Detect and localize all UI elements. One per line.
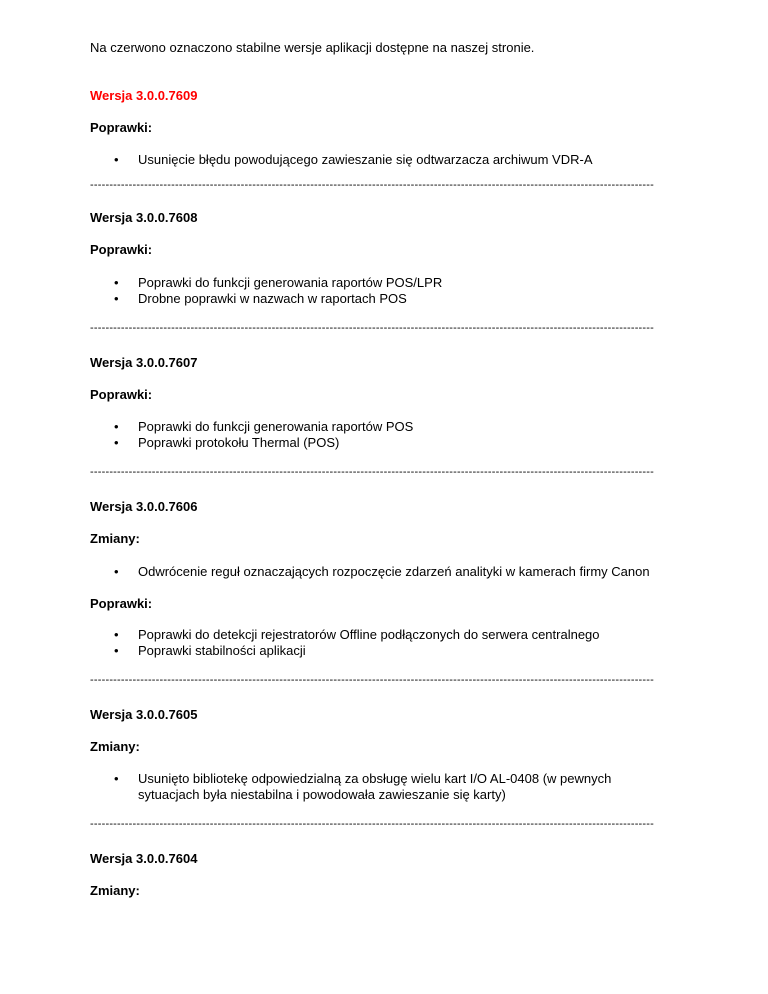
separator: -------------------------------------------------------------------------------------------------------------------------------------------------- — [90, 179, 655, 191]
section-title: Zmiany: — [90, 531, 140, 546]
version-heading: Wersja 3.0.0.7604 — [90, 851, 198, 866]
fix-list — [90, 275, 650, 307]
version-heading: Wersja 3.0.0.7609 — [90, 88, 198, 103]
version-entry-7609 — [90, 88, 672, 167]
list-item: • Poprawki protokołu Thermal (POS) — [90, 435, 650, 451]
section-title: Zmiany: — [90, 739, 140, 754]
section-title: Poprawki: — [90, 387, 153, 402]
list-item: • Drobne poprawki w nazwach w raportach POS — [90, 291, 650, 307]
version-heading: Wersja 3.0.0.7605 — [90, 707, 198, 722]
version-entry-7604 — [90, 851, 672, 898]
fix-list — [90, 419, 650, 451]
separator: -------------------------------------------------------------------------------------------------------------------------------------------------- — [90, 466, 655, 478]
list-item: • Poprawki do funkcji generowania raportów POS — [90, 419, 650, 435]
version-heading: Wersja 3.0.0.7608 — [90, 210, 198, 225]
section-title: Poprawki: — [90, 596, 153, 611]
intro-text: Na czerwono oznaczono stabilne wersje aplikacji dostępne na naszej stronie. — [90, 40, 535, 55]
separator: -------------------------------------------------------------------------------------------------------------------------------------------------- — [90, 322, 655, 334]
section-title: Zmiany: — [90, 883, 140, 898]
list-item: • Usunięto bibliotekę odpowiedzialną za obsługę wielu kart I/O AL-0408 (w pewnych sytuacjach była niestabilna i powodowała zawieszanie się karty) — [90, 771, 630, 803]
list-item: • Usunięcie błędu powodującego zawieszanie się odtwarzacza archiwum VDR-A — [90, 152, 650, 168]
section-title: Poprawki: — [90, 120, 153, 135]
version-heading: Wersja 3.0.0.7607 — [90, 355, 198, 370]
version-heading: Wersja 3.0.0.7606 — [90, 499, 198, 514]
section-title: Poprawki: — [90, 242, 153, 257]
list-item: • Poprawki do detekcji rejestratorów Offline podłączonych do serwera centralnego — [90, 627, 650, 643]
separator: -------------------------------------------------------------------------------------------------------------------------------------------------- — [90, 674, 655, 686]
separator: -------------------------------------------------------------------------------------------------------------------------------------------------- — [90, 818, 655, 830]
version-entry-7607 — [90, 355, 672, 450]
version-entry-7605 — [90, 707, 672, 802]
version-entry-7608 — [90, 210, 672, 306]
version-entry-7606 — [90, 499, 672, 658]
fix-list — [90, 627, 650, 659]
list-item: • Poprawki do funkcji generowania raportów POS/LPR — [90, 275, 650, 291]
change-list — [90, 564, 650, 580]
list-item: • Odwrócenie reguł oznaczających rozpoczęcie zdarzeń analityki w kamerach firmy Canon — [90, 564, 650, 580]
fix-list — [90, 152, 650, 168]
change-list — [90, 771, 630, 803]
list-item: • Poprawki stabilności aplikacji — [90, 643, 650, 659]
